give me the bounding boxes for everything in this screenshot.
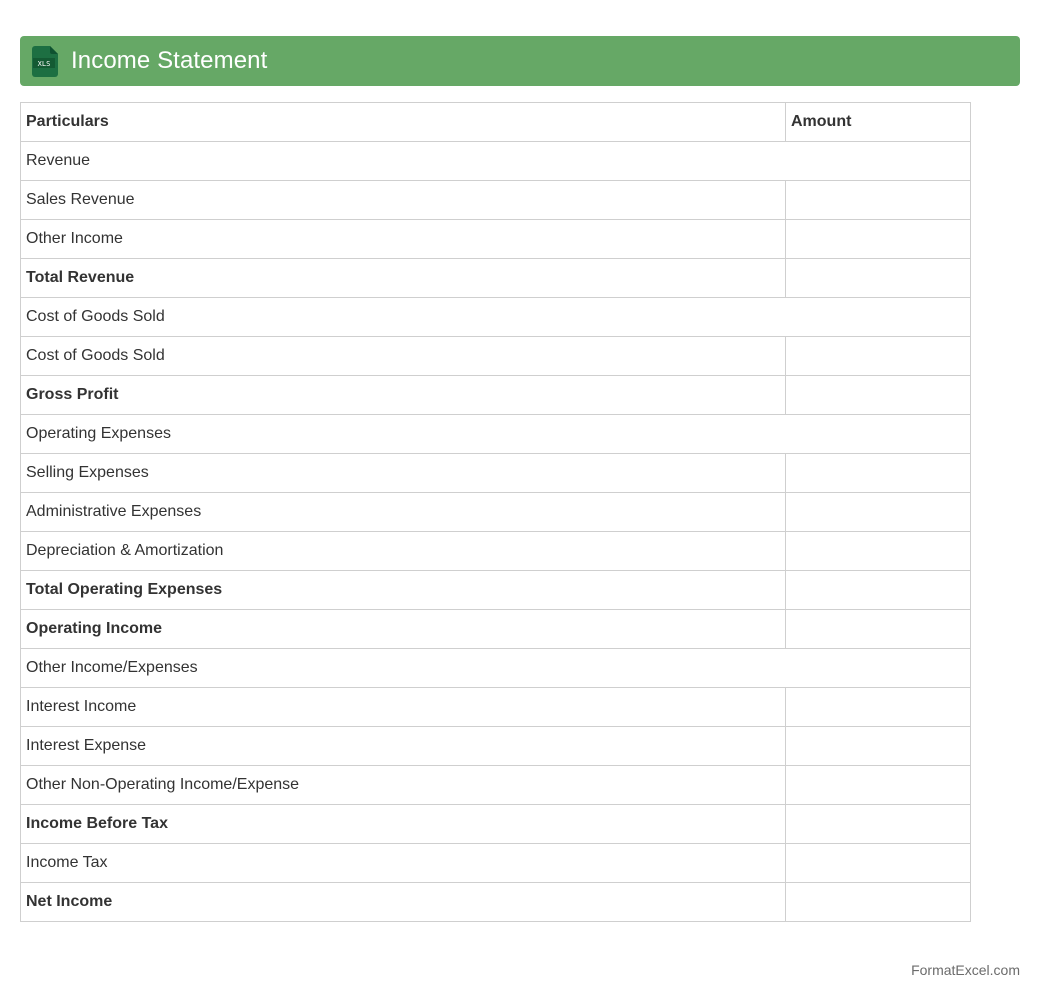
amount-cell[interactable] — [786, 454, 971, 493]
amount-cell[interactable] — [786, 610, 971, 649]
amount-cell[interactable] — [786, 220, 971, 259]
amount-cell[interactable] — [786, 181, 971, 220]
row-label: Interest Income — [21, 688, 786, 727]
section-row — [21, 649, 971, 688]
amount-cell[interactable] — [786, 571, 971, 610]
title-bar — [20, 36, 1020, 86]
income-statement-table — [20, 102, 971, 922]
amount-cell[interactable] — [786, 883, 971, 922]
row-label: Cost of Goods Sold — [21, 337, 786, 376]
amount-cell[interactable] — [786, 805, 971, 844]
row-label: Gross Profit — [21, 376, 786, 415]
page-title: Income Statement — [71, 47, 268, 74]
total-row — [21, 610, 971, 649]
row-label: Selling Expenses — [21, 454, 786, 493]
row-label: Depreciation & Amortization — [21, 532, 786, 571]
total-row — [21, 571, 971, 610]
row-label: Other Income — [21, 220, 786, 259]
total-row — [21, 376, 971, 415]
table-row — [21, 688, 971, 727]
footer-credit: FormatExcel.com — [911, 962, 1020, 978]
table-row — [21, 181, 971, 220]
amount-cell[interactable] — [786, 688, 971, 727]
table-row — [21, 454, 971, 493]
row-label: Total Revenue — [21, 259, 786, 298]
table-row — [21, 532, 971, 571]
row-label: Net Income — [21, 883, 786, 922]
table-header-row — [21, 103, 971, 142]
table-row — [21, 727, 971, 766]
column-header-amount: Amount — [786, 103, 971, 142]
xls-file-icon — [32, 46, 58, 77]
svg-text:XLS: XLS — [37, 59, 51, 68]
row-label: Operating Income — [21, 610, 786, 649]
section-row — [21, 298, 971, 337]
row-label: Other Non-Operating Income/Expense — [21, 766, 786, 805]
section-label: Revenue — [21, 142, 971, 181]
section-row — [21, 142, 971, 181]
table-row — [21, 220, 971, 259]
section-label: Other Income/Expenses — [21, 649, 971, 688]
table-row — [21, 337, 971, 376]
row-label: Total Operating Expenses — [21, 571, 786, 610]
section-label: Cost of Goods Sold — [21, 298, 971, 337]
table-row — [21, 844, 971, 883]
amount-cell[interactable] — [786, 337, 971, 376]
row-label: Interest Expense — [21, 727, 786, 766]
section-label: Operating Expenses — [21, 415, 971, 454]
row-label: Administrative Expenses — [21, 493, 786, 532]
amount-cell[interactable] — [786, 766, 971, 805]
amount-cell[interactable] — [786, 259, 971, 298]
amount-cell[interactable] — [786, 727, 971, 766]
total-row — [21, 259, 971, 298]
row-label: Sales Revenue — [21, 181, 786, 220]
table-row — [21, 766, 971, 805]
total-row — [21, 883, 971, 922]
amount-cell[interactable] — [786, 532, 971, 571]
amount-cell[interactable] — [786, 376, 971, 415]
column-header-particulars: Particulars — [21, 103, 786, 142]
row-label: Income Before Tax — [21, 805, 786, 844]
section-row — [21, 415, 971, 454]
amount-cell[interactable] — [786, 844, 971, 883]
amount-cell[interactable] — [786, 493, 971, 532]
row-label: Income Tax — [21, 844, 786, 883]
table-body — [21, 142, 971, 922]
table-row — [21, 493, 971, 532]
total-row — [21, 805, 971, 844]
